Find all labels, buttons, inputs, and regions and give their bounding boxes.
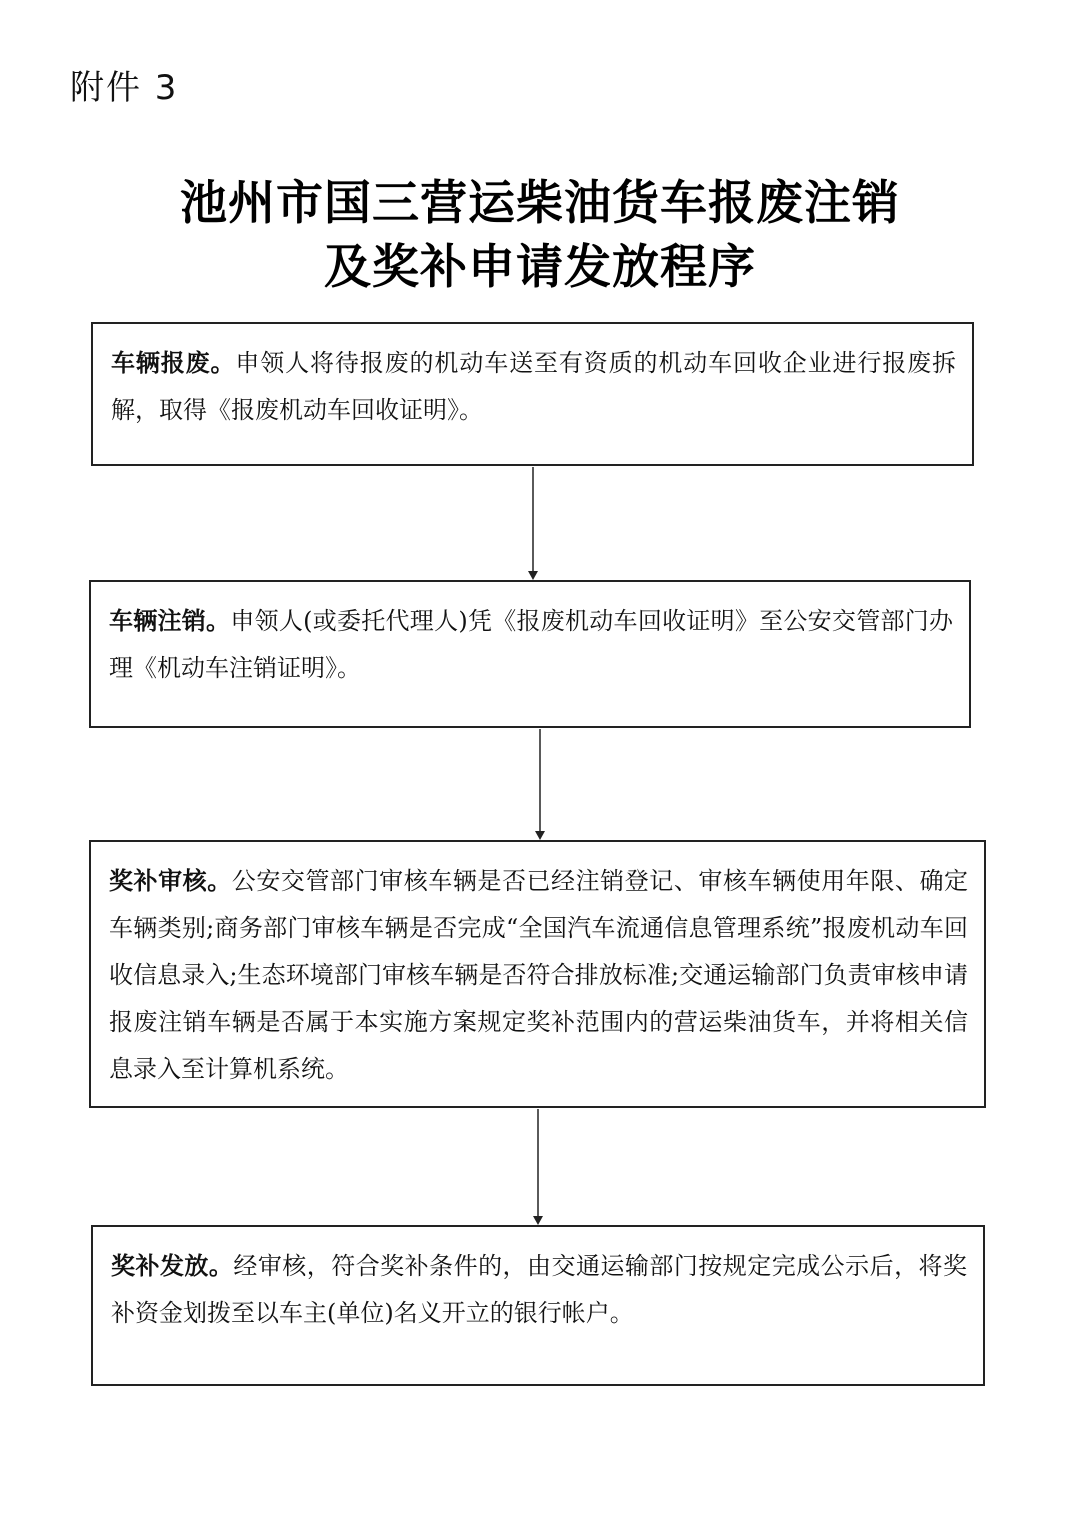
step-text [111, 340, 956, 434]
step-body: 申领人将待报废的机动车送至有资质的机动车回收企业进行报废拆解，取得《报废机动车回收证明》。 [111, 349, 957, 424]
step-box-vehicle-deregister [89, 580, 971, 728]
step-text [109, 858, 968, 1093]
step-text [109, 598, 953, 692]
step-lead: 车辆报废。 [111, 349, 236, 377]
title-line-1: 池州市国三营运柴油货车报废注销 [180, 176, 900, 231]
step-body: 申领人(或委托代理人)凭《报废机动车回收证明》至公安交管部门办理《机动车注销证明》。 [109, 607, 953, 682]
step-body: 公安交管部门审核车辆是否已经注销登记、审核车辆使用年限、确定车辆类别;商务部门审核车辆是否完成“全国汽车流通信息管理系统”报废机动车回收信息录入;生态环境部门审核车辆是否符合排放标准;交通运输部门负责审核申请报废注销车辆是否属于本实施方案规定奖补范围内的营运柴油货车，并将相关信息录入至计算机系统。 [109, 867, 969, 1083]
attachment-label: 附件 3 [70, 68, 179, 108]
arrowhead-3 [533, 1216, 543, 1225]
step-box-vehicle-scrap [91, 322, 974, 466]
step-body: 经审核，符合奖补条件的，由交通运输部门按规定完成公示后，将奖补资金划拨至以车主(单位)名义开立的银行帐户。 [111, 1252, 968, 1327]
step-lead: 奖补发放。 [111, 1252, 234, 1280]
title-line-2: 及奖补申请发放程序 [324, 240, 756, 295]
step-box-subsidy-payment [91, 1225, 985, 1386]
arrowhead-1 [528, 571, 538, 580]
step-lead: 车辆注销。 [109, 607, 231, 635]
step-text [111, 1243, 967, 1337]
page-title [0, 172, 1080, 300]
arrowhead-2 [535, 831, 545, 840]
step-lead: 奖补审核。 [109, 867, 232, 895]
step-box-subsidy-review [89, 840, 986, 1108]
